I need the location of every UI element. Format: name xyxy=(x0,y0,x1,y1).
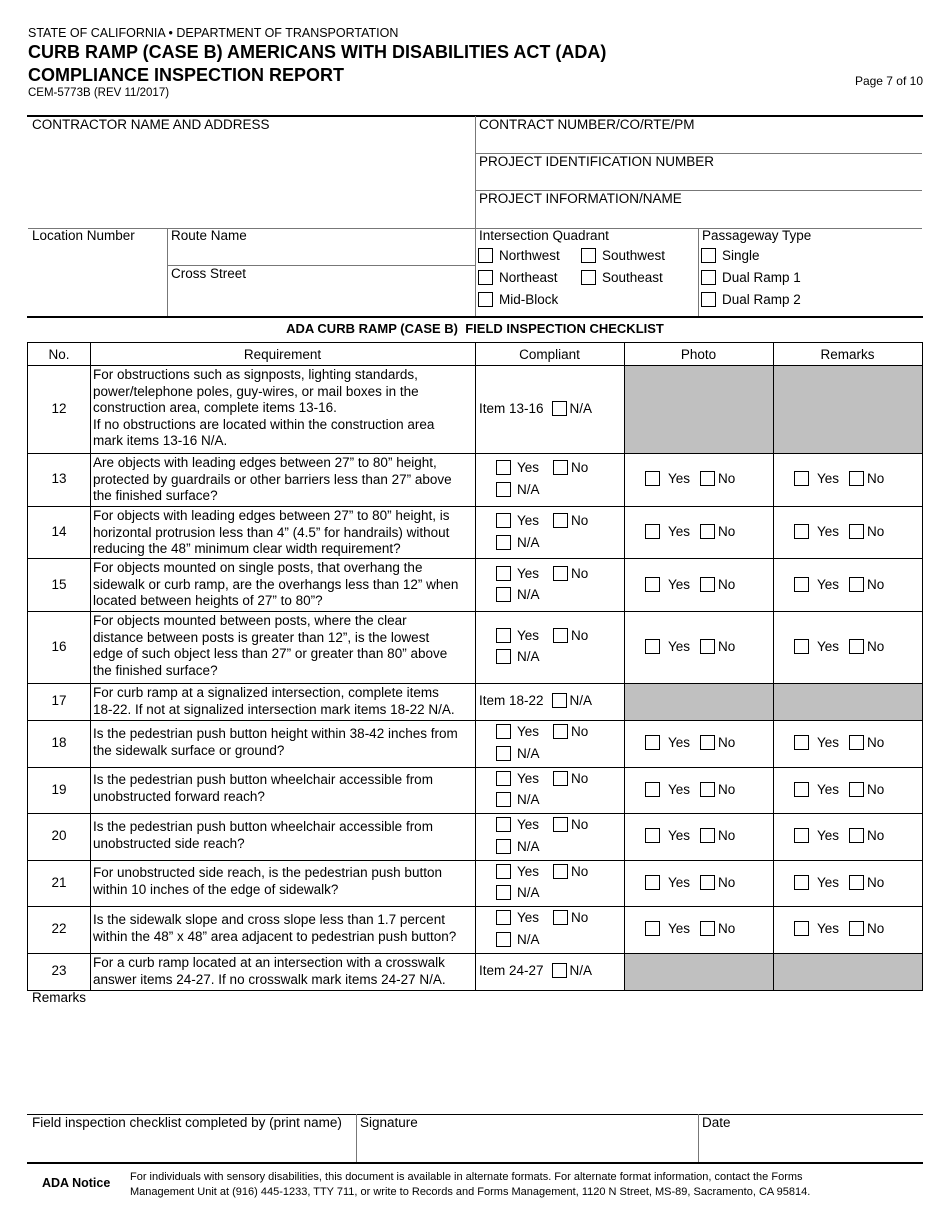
compliant-na[interactable]: N/A xyxy=(496,932,540,947)
intersection-quadrant-label: Intersection Quadrant xyxy=(479,228,609,243)
photo-yes-no[interactable]: Yes No xyxy=(645,577,735,592)
checkbox[interactable] xyxy=(553,566,568,581)
cross-street-label: Cross Street xyxy=(171,266,247,281)
requirement-text: Is the pedestrian push button wheelchair accessible from unobstructed forward reach? xyxy=(93,772,433,804)
location-number-label: Location Number xyxy=(32,228,135,243)
compliant-yes-no[interactable]: Yes No xyxy=(496,817,588,832)
agency-line: STATE OF CALIFORNIA • DEPARTMENT OF TRANSPORTATION xyxy=(28,26,399,40)
checkbox[interactable] xyxy=(794,828,809,843)
photo-yes-no[interactable]: Yes No xyxy=(645,875,735,890)
checkbox[interactable] xyxy=(794,577,809,592)
compliant-na[interactable]: N/A xyxy=(496,535,540,550)
checkbox[interactable] xyxy=(849,524,864,539)
signature-field[interactable] xyxy=(357,1132,697,1160)
checkbox[interactable] xyxy=(701,292,716,307)
compliant-na[interactable]: N/A xyxy=(496,746,540,761)
row-number: 15 xyxy=(51,577,67,592)
requirement-text: For obstructions such as signposts, lighting standards, power/telephone poles, guy-wires, or mail boxes in the construction area, complete items 13-16. If no obstructions are located within the construction area mark items 13-16 N/A. xyxy=(93,367,435,448)
checkbox[interactable] xyxy=(700,921,715,936)
requirement-text: Is the sidewalk slope and cross slope less than 1.7 percent within the 48” x 48” area adjacent to pedestrian push button? xyxy=(93,912,457,944)
checkbox[interactable] xyxy=(794,735,809,750)
checkbox[interactable] xyxy=(794,921,809,936)
photo-yes-no[interactable]: Yes No xyxy=(645,921,735,936)
checkbox[interactable] xyxy=(849,828,864,843)
checkbox[interactable] xyxy=(496,864,511,879)
checkbox[interactable] xyxy=(645,471,660,486)
checkbox[interactable] xyxy=(700,828,715,843)
quadrant-northwest[interactable]: Northwest xyxy=(478,248,560,263)
compliant-yes-no[interactable]: Yes No xyxy=(496,628,588,643)
checkbox[interactable] xyxy=(553,724,568,739)
date-label: Date xyxy=(702,1115,731,1130)
requirement-text: For objects mounted between posts, where the clear distance between posts is greater than 12”, is the lowest edge of such object less than 27” or greater than 80” above the finished surface? xyxy=(93,613,448,678)
row-number: 13 xyxy=(51,471,67,486)
row-number: 23 xyxy=(51,963,67,978)
checkbox[interactable] xyxy=(496,649,511,664)
row-number: 16 xyxy=(51,639,67,654)
remarks-yes-no[interactable]: Yes No xyxy=(794,782,884,797)
contractor-name-field[interactable] xyxy=(28,134,474,227)
quadrant-southwest[interactable]: Southwest xyxy=(581,248,665,263)
photo-yes-no[interactable]: Yes No xyxy=(645,782,735,797)
photo-yes-no[interactable]: Yes No xyxy=(645,524,735,539)
checkbox[interactable] xyxy=(496,885,511,900)
checkbox[interactable] xyxy=(496,792,511,807)
checkbox[interactable] xyxy=(496,932,511,947)
form-number: CEM-5773B (REV 11/2017) xyxy=(28,87,170,99)
checkbox[interactable] xyxy=(552,963,567,978)
compliant-item-na[interactable]: Item 24-27 N/A xyxy=(479,963,593,978)
row-number: 21 xyxy=(51,875,67,890)
checkbox[interactable] xyxy=(645,639,660,654)
checkbox[interactable] xyxy=(581,248,596,263)
passageway-single[interactable]: Single xyxy=(701,248,760,263)
checkbox[interactable] xyxy=(496,771,511,786)
compliant-yes-no[interactable]: Yes No xyxy=(496,724,588,739)
requirement-text: Are objects with leading edges between 27” to 80” height, protected by guardrails or other barriers less than 27” above the finished surface? xyxy=(93,455,452,503)
checkbox[interactable] xyxy=(794,471,809,486)
remarks-yes-no[interactable]: Yes No xyxy=(794,875,884,890)
checkbox[interactable] xyxy=(701,270,716,285)
project-id-label: PROJECT IDENTIFICATION NUMBER xyxy=(479,154,715,169)
checkbox[interactable] xyxy=(553,460,568,475)
remarks-yes-no[interactable]: Yes No xyxy=(794,524,884,539)
compliant-yes-no[interactable]: Yes No xyxy=(496,771,588,786)
row-number: 18 xyxy=(51,735,67,750)
col-header-remarks: Remarks xyxy=(820,347,875,362)
remarks-yes-no[interactable]: Yes No xyxy=(794,471,884,486)
checkbox[interactable] xyxy=(553,513,568,528)
col-header-no: No. xyxy=(48,347,70,362)
remarks-yes-no[interactable]: Yes No xyxy=(794,577,884,592)
row-number: 12 xyxy=(51,401,67,416)
compliant-item-na[interactable]: Item 13-16 N/A xyxy=(479,401,593,416)
checkbox[interactable] xyxy=(849,639,864,654)
checkbox[interactable] xyxy=(496,513,511,528)
checkbox[interactable] xyxy=(496,460,511,475)
checkbox[interactable] xyxy=(478,292,493,307)
checkbox[interactable] xyxy=(645,921,660,936)
route-name-label: Route Name xyxy=(171,228,247,243)
checkbox[interactable] xyxy=(553,817,568,832)
requirement-text: Is the pedestrian push button wheelchair accessible from unobstructed side reach? xyxy=(93,819,433,851)
checkbox[interactable] xyxy=(849,471,864,486)
checkbox[interactable] xyxy=(849,921,864,936)
checkbox[interactable] xyxy=(794,524,809,539)
checkbox[interactable] xyxy=(496,535,511,550)
requirement-text: Is the pedestrian push button height within 38-42 inches from the sidewalk surface or ground? xyxy=(93,726,458,758)
row-number: 20 xyxy=(51,828,67,843)
checkbox[interactable] xyxy=(552,401,567,416)
checkbox[interactable] xyxy=(496,910,511,925)
checkbox[interactable] xyxy=(496,817,511,832)
signature-label: Signature xyxy=(360,1115,418,1130)
checkbox[interactable] xyxy=(478,270,493,285)
remarks-field[interactable] xyxy=(28,1008,922,1112)
completed-by-field[interactable] xyxy=(28,1132,355,1160)
col-header-requirement: Requirement xyxy=(243,347,322,362)
compliant-na[interactable]: N/A xyxy=(496,839,540,854)
checkbox[interactable] xyxy=(849,735,864,750)
checkbox[interactable] xyxy=(700,524,715,539)
ada-notice-title: ADA Notice xyxy=(42,1176,111,1190)
row-number: 19 xyxy=(51,782,67,797)
checkbox[interactable] xyxy=(794,639,809,654)
checkbox[interactable] xyxy=(700,782,715,797)
compliant-yes-no[interactable]: Yes No xyxy=(496,566,588,581)
checkbox[interactable] xyxy=(645,735,660,750)
checkbox[interactable] xyxy=(645,782,660,797)
checkbox[interactable] xyxy=(645,828,660,843)
passageway-dual-ramp-1[interactable]: Dual Ramp 1 xyxy=(701,270,801,285)
photo-yes-no[interactable]: Yes No xyxy=(645,471,735,486)
compliant-na[interactable]: N/A xyxy=(496,587,540,602)
quadrant-mid-block[interactable]: Mid-Block xyxy=(478,292,558,307)
checkbox[interactable] xyxy=(581,270,596,285)
photo-yes-no[interactable]: Yes No xyxy=(645,828,735,843)
checkbox[interactable] xyxy=(849,875,864,890)
checkbox[interactable] xyxy=(553,910,568,925)
remarks-yes-no[interactable]: Yes No xyxy=(794,921,884,936)
checkbox[interactable] xyxy=(496,566,511,581)
date-field[interactable] xyxy=(699,1132,922,1160)
passageway-dual-ramp-2[interactable]: Dual Ramp 2 xyxy=(701,292,801,307)
requirement-text: For a curb ramp located at an intersection with a crosswalk answer items 24-27. If no crosswalk mark items 24-27 N/A. xyxy=(93,955,446,987)
checkbox[interactable] xyxy=(794,875,809,890)
checkbox[interactable] xyxy=(553,864,568,879)
compliant-yes-no[interactable]: Yes No xyxy=(496,864,588,879)
col-header-photo: Photo xyxy=(680,347,717,362)
row-number: 22 xyxy=(51,921,67,936)
completed-by-label: Field inspection checklist completed by (print name) xyxy=(32,1115,342,1130)
requirement-text: For objects with leading edges between 27” to 80” height, is horizontal protrusion less than 4” (4.5” for handrails) without reducing the 48” minimum clear width requirement? xyxy=(93,508,450,556)
compliant-item-na[interactable]: Item 18-22 N/A xyxy=(479,693,593,708)
photo-yes-no[interactable]: Yes No xyxy=(645,735,735,750)
compliant-na[interactable]: N/A xyxy=(496,649,540,664)
checkbox[interactable] xyxy=(700,875,715,890)
checkbox[interactable] xyxy=(849,782,864,797)
checkbox[interactable] xyxy=(496,587,511,602)
compliant-na[interactable]: N/A xyxy=(496,885,540,900)
checkbox[interactable] xyxy=(700,471,715,486)
requirement-text: For objects mounted on single posts, that overhang the sidewalk or curb ramp, are the overhangs less than 12” when located between heights of 27” to 80”? xyxy=(93,560,459,608)
quadrant-northeast[interactable]: Northeast xyxy=(478,270,558,285)
checkbox[interactable] xyxy=(553,771,568,786)
quadrant-southeast[interactable]: Southeast xyxy=(581,270,663,285)
contract-number-label: CONTRACT NUMBER/CO/RTE/PM xyxy=(479,117,695,132)
form-title-line2: COMPLIANCE INSPECTION REPORT xyxy=(28,65,345,85)
checkbox[interactable] xyxy=(794,782,809,797)
compliant-na[interactable]: N/A xyxy=(496,792,540,807)
checkbox[interactable] xyxy=(478,248,493,263)
checkbox[interactable] xyxy=(645,577,660,592)
checklist-title: ADA CURB RAMP (CASE B) FIELD INSPECTION CHECKLIST xyxy=(286,321,664,336)
col-header-compliant: Compliant xyxy=(519,347,580,362)
compliant-yes-no[interactable]: Yes No xyxy=(496,460,588,475)
checkbox[interactable] xyxy=(552,693,567,708)
compliant-yes-no[interactable]: Yes No xyxy=(496,513,588,528)
requirement-text: For curb ramp at a signalized intersection, complete items 18-22. If not at signalized intersection mark items 18-22 N/A. xyxy=(93,685,455,717)
checkbox[interactable] xyxy=(645,875,660,890)
ada-notice-text: For individuals with sensory disabilities, this document is available in alternate formats. For alternate format information, contact the Forms Management Unit at (916) 445-1233, TTY 711, or write to Records and Forms Management, 1120 N Street, MS-89, Sacramento, CA 95814. xyxy=(130,1171,811,1198)
checkbox[interactable] xyxy=(496,839,511,854)
requirement-text: For unobstructed side reach, is the pedestrian push button within 10 inches of the edge of sidewalk? xyxy=(93,865,442,897)
row-number: 17 xyxy=(51,693,67,708)
row-number: 14 xyxy=(51,524,67,539)
contractor-name-label: CONTRACTOR NAME AND ADDRESS xyxy=(32,117,270,132)
remarks-yes-no[interactable]: Yes No xyxy=(794,735,884,750)
checkbox[interactable] xyxy=(700,577,715,592)
checkbox[interactable] xyxy=(496,746,511,761)
checkbox[interactable] xyxy=(849,577,864,592)
photo-yes-no[interactable]: Yes No xyxy=(645,639,735,654)
form-header xyxy=(28,26,928,106)
checkbox[interactable] xyxy=(645,524,660,539)
remarks-yes-no[interactable]: Yes No xyxy=(794,639,884,654)
checkbox[interactable] xyxy=(700,639,715,654)
remarks-yes-no[interactable]: Yes No xyxy=(794,828,884,843)
project-info-label: PROJECT INFORMATION/NAME xyxy=(479,191,682,206)
checkbox[interactable] xyxy=(496,724,511,739)
checkbox[interactable] xyxy=(700,735,715,750)
checkbox[interactable] xyxy=(496,628,511,643)
compliant-yes-no[interactable]: Yes No xyxy=(496,910,588,925)
checkbox[interactable] xyxy=(553,628,568,643)
checkbox[interactable] xyxy=(496,482,511,497)
checkbox[interactable] xyxy=(701,248,716,263)
page-number: Page 7 of 10 xyxy=(854,74,923,88)
remarks-label: Remarks xyxy=(32,990,87,1005)
form-title-line1: CURB RAMP (CASE B) AMERICANS WITH DISABILITIES ACT (ADA) xyxy=(28,42,607,62)
compliant-na[interactable]: N/A xyxy=(496,482,540,497)
passageway-type-label: Passageway Type xyxy=(702,228,812,243)
